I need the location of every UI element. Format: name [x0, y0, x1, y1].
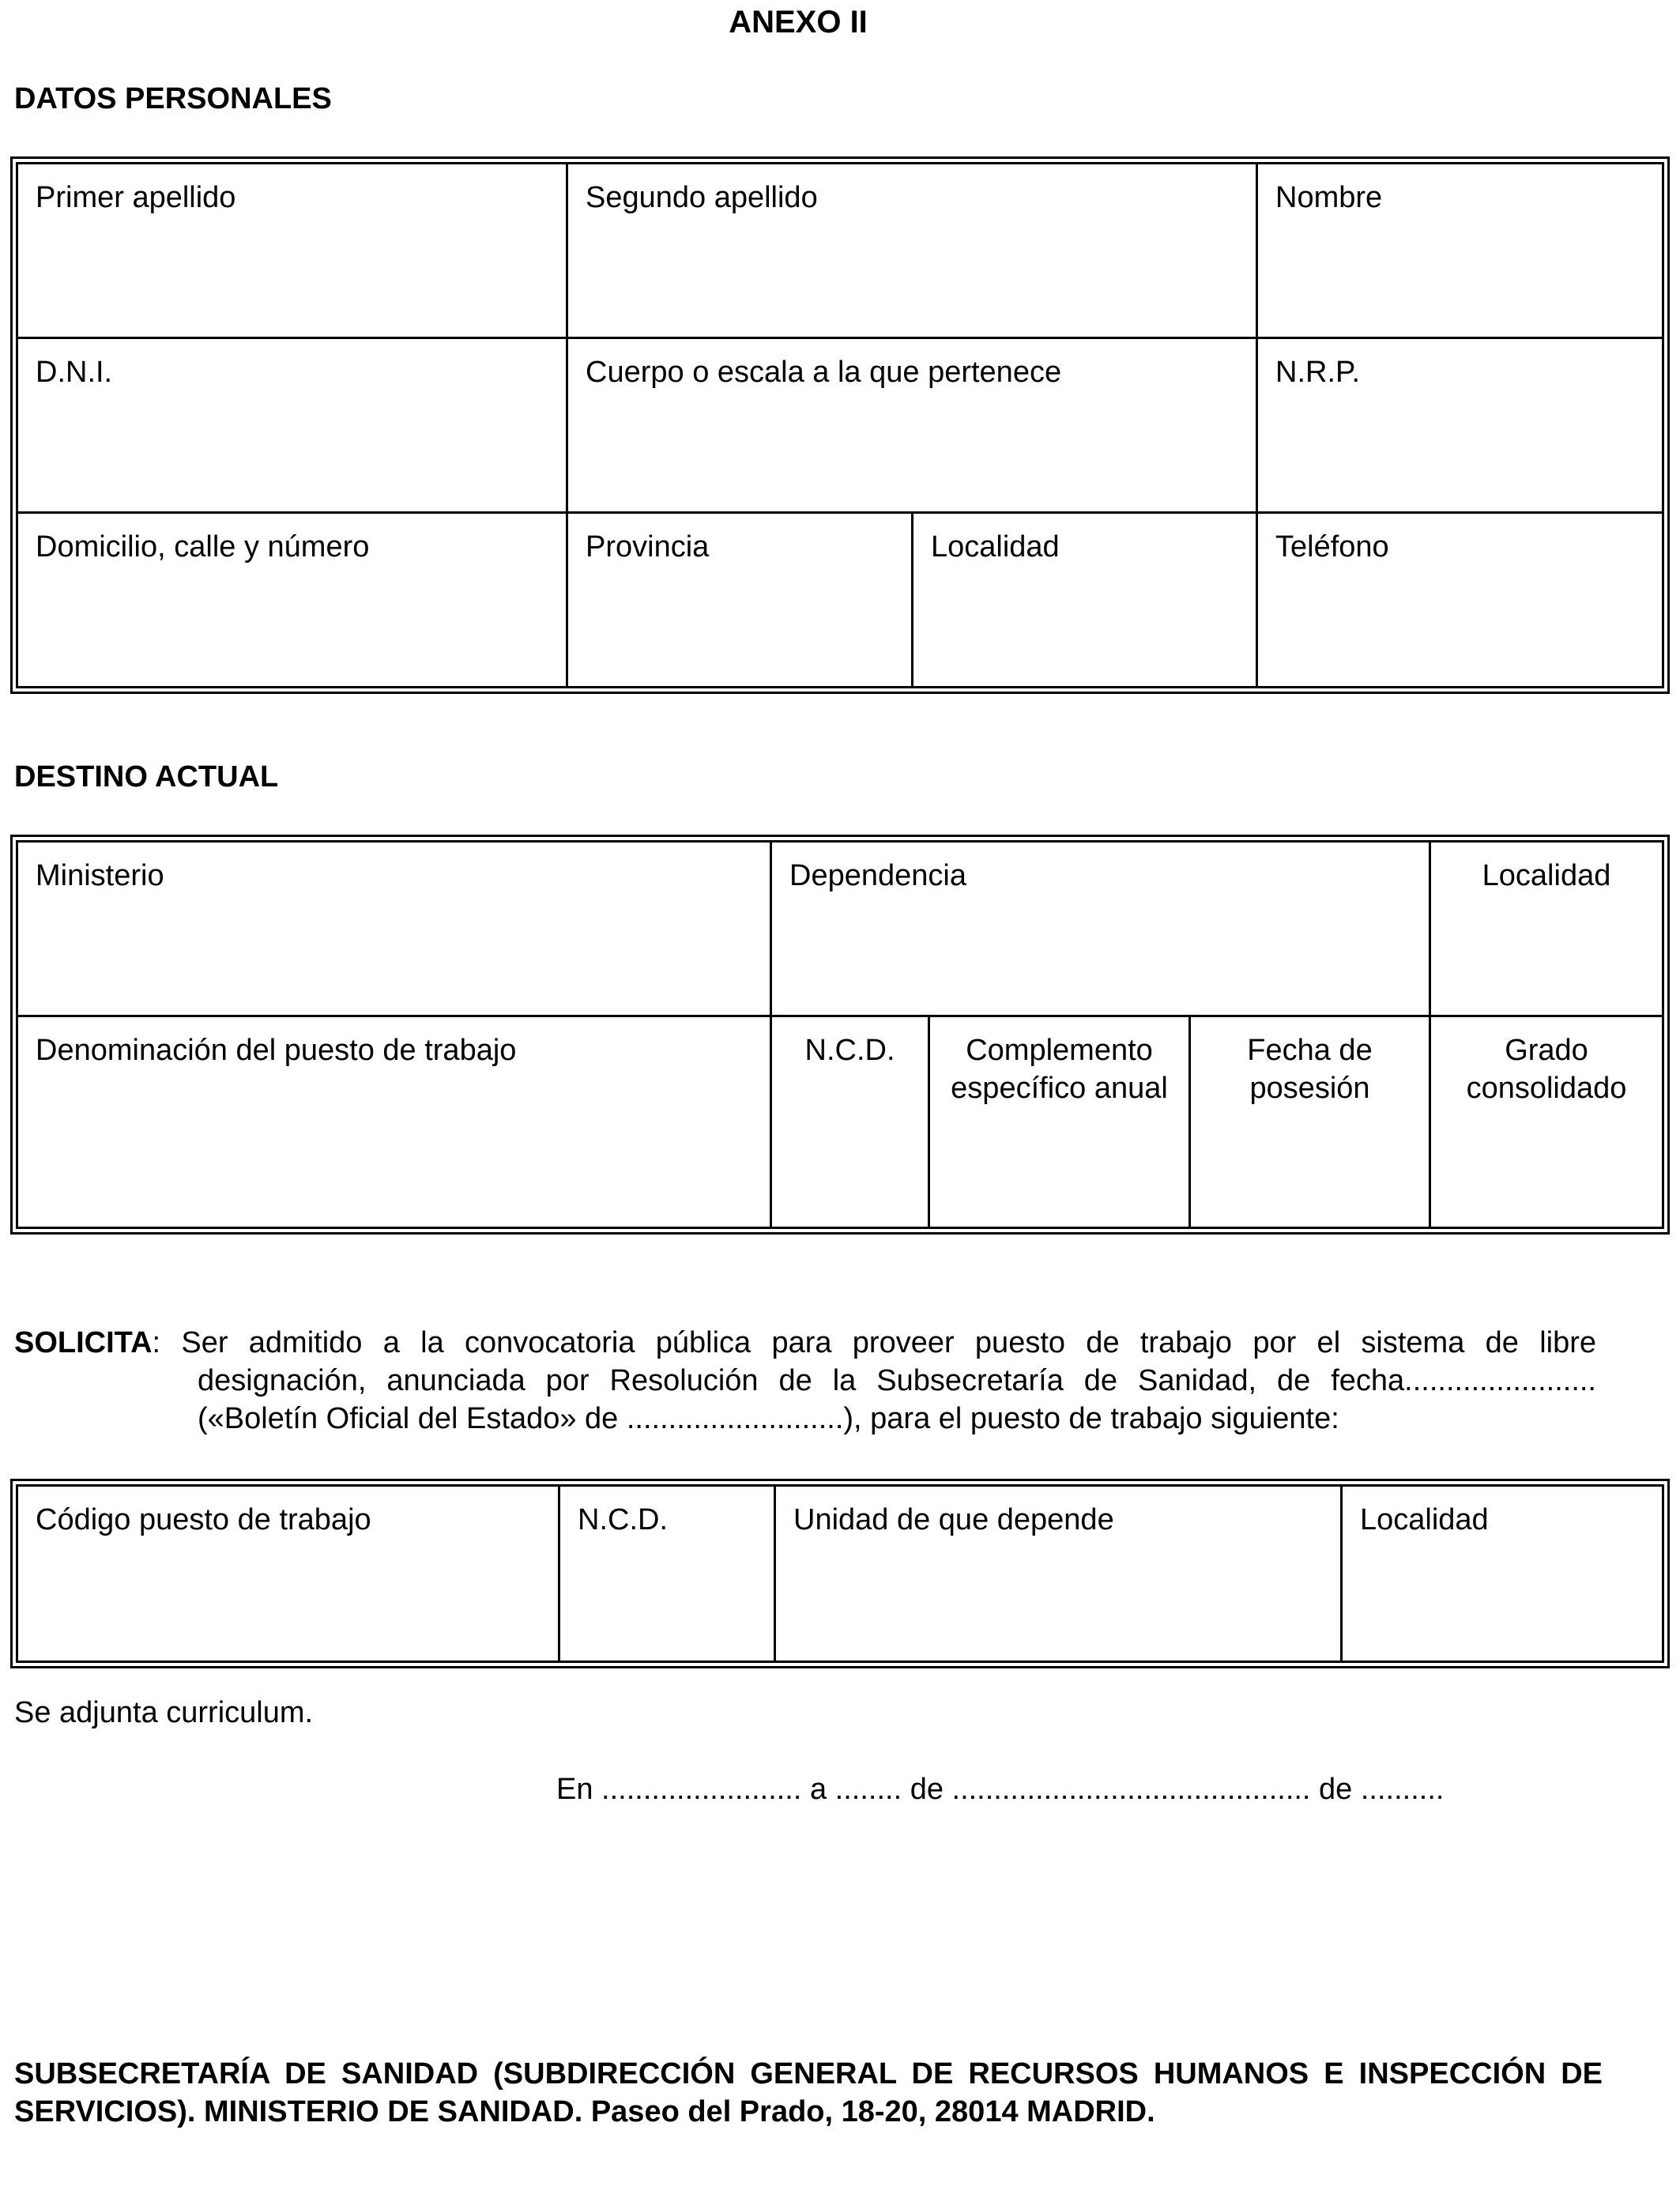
field-primer-apellido[interactable]: Primer apellido [18, 164, 568, 339]
field-complemento-especifico[interactable]: Complemento específico anual [930, 1017, 1191, 1227]
solicita-text-1: : Ser admitido a la convocatoria pública para proveer puesto de trabajo por el sistema de libre [152, 1326, 1596, 1359]
footer-address: SUBSECRETARÍA DE SANIDAD (SUBDIRECCIÓN GENERAL DE RECURSOS HUMANOS E INSPECCIÓN DE SERVICIOS). MINISTERIO DE SANIDAD. Paseo del Prado, 18-20, 28014 MADRID. [14, 2057, 1603, 2128]
section-heading-destino-actual: DESTINO ACTUAL [14, 760, 279, 794]
field-segundo-apellido[interactable]: Segundo apellido [568, 164, 1258, 339]
field-nombre[interactable]: Nombre [1258, 164, 1662, 339]
field-telefono[interactable]: Teléfono [1275, 530, 1389, 564]
field-cuerpo-escala[interactable]: Cuerpo o escala a la que pertenece [568, 339, 1258, 514]
field-ncd[interactable]: N.C.D. [772, 1017, 930, 1227]
field-denominacion-puesto[interactable]: Denominación del puesto de trabajo [18, 1017, 772, 1227]
field-localidad[interactable]: Localidad [913, 514, 1258, 686]
datos-personales-table [10, 156, 1670, 694]
solicita-line-1 [14, 1324, 1596, 1362]
adjunta-curriculum: Se adjunta curriculum. [14, 1696, 314, 1729]
fecha-lugar-line: En ........................ a ........ de ........................................... de .......... [556, 1773, 1445, 1806]
field-nrp[interactable]: N.R.P. [1258, 339, 1662, 514]
field-codigo-puesto[interactable]: Código puesto de trabajo [18, 1487, 560, 1661]
solicita-line-3: («Boletín Oficial del Estado» de ..........................), para el puesto de trabajo siguiente: [198, 1402, 1339, 1435]
field-dependencia[interactable]: Dependencia [772, 843, 1431, 1017]
destino-actual-table [10, 835, 1670, 1235]
field-provincia[interactable]: Provincia [568, 514, 913, 686]
field-unidad-depende[interactable]: Unidad de que depende [776, 1487, 1343, 1661]
section-heading-datos-personales: DATOS PERSONALES [14, 82, 332, 115]
field-dni[interactable]: D.N.I. [18, 339, 568, 514]
field-ministerio[interactable]: Ministerio [18, 843, 772, 1017]
puesto-solicitado-table [10, 1479, 1670, 1668]
solicita-paragraph [14, 1324, 1596, 1438]
field-localidad-solicitada[interactable]: Localidad [1360, 1503, 1489, 1536]
solicita-label: SOLICITA [14, 1326, 153, 1359]
field-localidad-destino[interactable]: Localidad [1431, 843, 1662, 1017]
field-ncd-solicitado[interactable]: N.C.D. [560, 1487, 776, 1661]
page-title: ANEXO II [729, 5, 868, 40]
solicita-line-2: designación, anunciada por Resolución de la Subsecretaría de Sanidad, de fecha....................... [198, 1364, 1596, 1397]
field-grado-consolidado[interactable]: Grado consolidado [1466, 1034, 1627, 1105]
field-domicilio[interactable]: Domicilio, calle y número [18, 514, 568, 686]
field-fecha-posesion[interactable]: Fecha de posesión [1191, 1017, 1431, 1227]
